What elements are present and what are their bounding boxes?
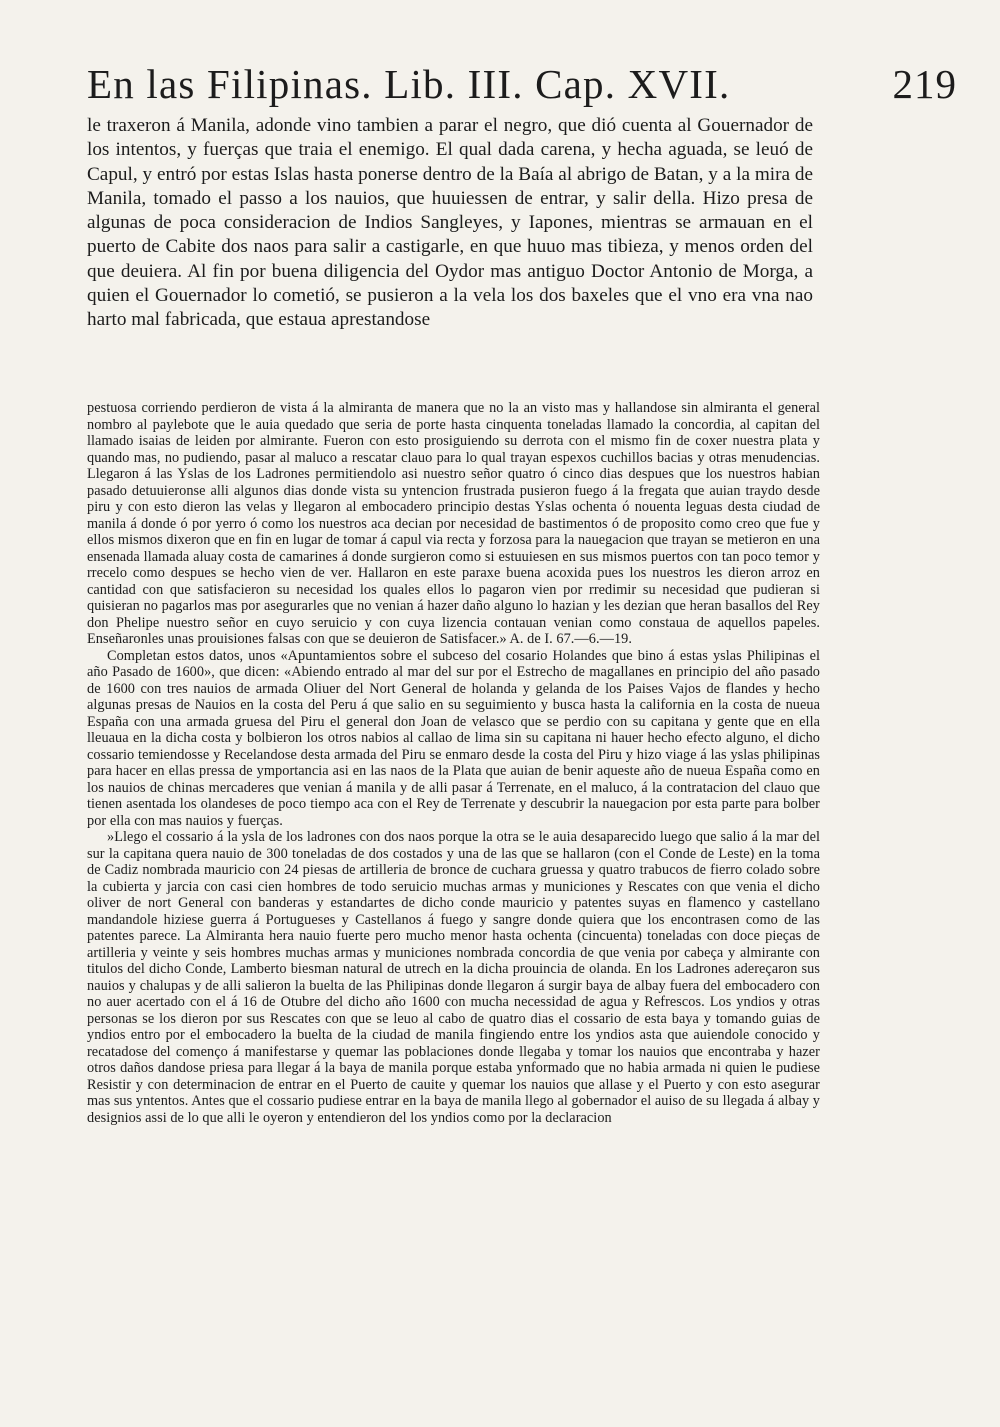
page-header	[87, 56, 957, 112]
running-title: En las Filipinas. Lib. III. Cap. XVII.	[87, 61, 731, 107]
footnote-paragraph: pestuosa corriendo perdieron de vista á la almiranta de manera que no la an visto mas y hallandose sin almiranta el general nombro al paylebote que le auia quedado que seria de porte hasta cinquenta toneladas llamado la concordia, al capitan del llamado isaias de leiden por almirante. Fueron con esto prosiguiendo su derrota con el mismo fin de coxer nuestra plata y quando mas, no pudiendo, pasar al maluco a rescatar clauo para lo qual trayan espexos cuchillos bacias y otras menudencias. Llegaron á las Yslas de los Ladrones permitiendolo asi nuestro señor quatro ó cinco dias despues que los nuestros habian pasado detuuieronse alli algunos dias donde vista su yntencion frustrada pusieron fuego á la fregata que auian traydo desde piru y con esto dieron las velas y llegaron al embocadero principio destas Yslas ochenta ó nouenta leguas desta ciudad de manila á donde ó por yerro ó como los nuestros aca decian por necesidad de bastimentos ó de proposito como creo que fue y ellos mismos dixeron que en fin en lugar de tomar á capul via recta y forzosa para la nauegacion que trayan se metieron en una ensenada llamada aluay costa de camarines á donde surgieron como si estuuiesen en sus mismos puertos con tan poco temor y rrecelo como despues se hecho vien de ver. Hallaron en este paraxe buena acoxida pues los nuestros les dieron arroz en cantidad con que satisfacieron su necesidad los quales ellos lo pagaron vien por rredimir su necesidad que pudieran si quisieran no pagarlos mas por asegurarles que no venian á hazer daño alguno lo hazian y les dezian que heran basallos del Rey don Phelipe nuestro señor en cuyo seruicio y con cuya lizencia contauan venian como constaua de aquellos papeles. Enseñaronles unas prouisiones falsas con que se deuieron de Satisfacer.» A. de I. 67.—6.—19.	[87, 400, 820, 647]
footnotes-block	[87, 400, 820, 1126]
main-paragraph: le traxeron á Manila, adonde vino tambien a parar el negro, que dió cuenta al Gouernador de los intentos, y fuerças que traia el enemigo. El qual dada carena, y hecha aguada, se leuó de Capul, y entró por estas Islas hasta ponerse dentro de la Baía al abrigo de Batan, y a la mira de Manila, tomado el passo a los nauios, que huuiessen de entrar, y salir della. Hizo presa de algunas de poca consideracion de Indios Sangleyes, y Iapones, mientras se armauan en el puerto de Cabite dos naos para salir a castigarle, en que huuo mas tibieza, y menos orden del que deuiera. Al fin por buena diligencia del Oydor mas antiguo Doctor Antonio de Morga, a quien el Gouernador lo cometió, se pusieron a la vela los dos baxeles que el vno era vna nao harto mal fabricada, que estaua aprestandose	[87, 115, 813, 331]
page-number: 219	[892, 61, 957, 107]
main-text-block	[87, 114, 813, 333]
footnote-paragraph: »Llego el cossario á la ysla de los ladrones con dos naos porque la otra se le auia desaparecido luego que salio á la mar del sur la capitana quera nauio de 300 toneladas de dos costados y una de las que se hallaron (con el Conde de Leste) en la toma de Cadiz nombrada mauricio con 24 piesas de artilleria de bronce de cuchara gruessa y quatro trabucos de fierro colado sobre la cubierta y jarcia con casi cien hombres de todo seruicio muchas armas y municiones y Rescates con que venia el dicho oliver de nort General con banderas y estandartes de dicho conde mauricio y patentes suyas en flamenco y castellano mandandole hiziese guerra á Portugueses y Castellanos á fuego y sangre donde quiera que los encontrasen como de las patentes parece. La Almiranta hera nauio fuerte pero mucho menor hasta ochenta (cincuenta) toneladas con doce pieças de artilleria y veinte y seis hombres muchas armas y municiones nombrada concordia de que venia por cabeça y almirante con titulos del dicho Conde, Lamberto biesman natural de utrech en la dicha prouincia de olanda. En los Ladrones adereçaron sus nauios y chalupas y de alli salieron la buelta de las Philipinas donde llegaron á surgir baya de albay fuera del embocadero con no auer acertado con el á 16 de Otubre del dicho año 1600 con mucha necessidad de agua y Refrescos. Los yndios y otras personas se los dieron por sus Rescates con que se leuo al cabo de quatro dias el cossario de esta baya y tomando guias de yndios entro por el embocadero la buelta de la ciudad de manila fingiendo entre los yndios asta que auiendole conocido y recatadose del començo á manifestarse y quemar las poblaciones donde llegaba y tomar los nauios que encontraba y hazer otros daños dandose priesa para llegar á la baya de manila porque estaba ynformado que no habia armada ni quien le pudiese Resistir y con determinacion de entrar en el Puerto de cauite y quemar los nauios que allase y el Puerto y con esto asegurar mas sus yntentos. Antes que el cossario pudiese entrar en la baya de manila llego al gobernador el auiso de su llegada á albay y designios assi de lo que alli le oyeron y entendieron del los yndios como por la declaracion	[87, 829, 820, 1126]
footnote-paragraph: Completan estos datos, unos «Apuntamientos sobre el subceso del cosario Holandes que bino á estas yslas Philipinas el año Pasado de 1600», que dicen: «Abiendo entrado al mar del sur por el Estrecho de magallanes en principio del año pasado de 1600 con tres nauios de armada Oliuer del Nort General de holanda y gelanda de los Paises Vajos de flandes y hecho algunas presas de Nauios en la costa del Peru á que salio en su seguimiento y busca hasta la california en la costa de nueua España con una armada gruesa del Piru el general don Joan de velasco que se perdio con su capitana y gente que en ella lleuaua en la dicha costa y bolbieron los otros nabios al callao de lima sin su capitana ni hauer hecho efecto alguno, el dicho cossario temiendosse y Recelandose desta armada del Piru se enmaro desde la costa del Piru y hizo viage á las yslas philipinas para hacer en ellas pressa de ymportancia asi en las naos de la Plata que auian de benir aqueste año de nueua España como en los nauios de chinas mercaderes que venian á manila y de alli pasar á Terrenate, en el maluco, á la contratacion del clauo que tienen asentada los olandeses de poco tiempo aca con el Rey de Terrenate y descubrir la nauegacion por esta parte para bolber por ella con mas nauios y fuerças.	[87, 647, 820, 829]
